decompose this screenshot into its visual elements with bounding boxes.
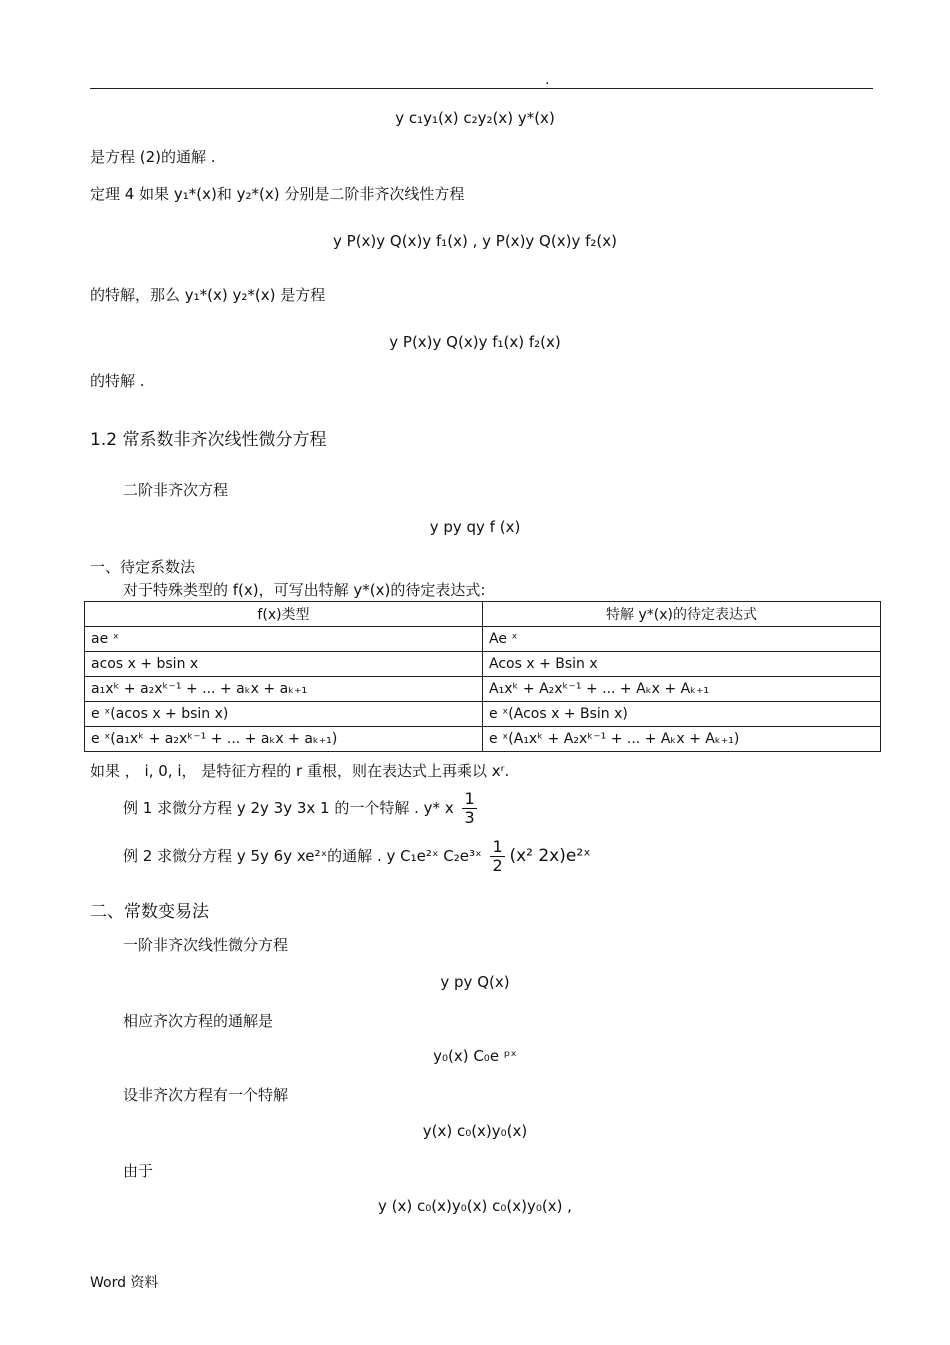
table-cell: Acos x + Bsin x xyxy=(483,652,881,677)
table-row xyxy=(85,702,881,727)
table-header: 特解 y*(x)的待定表达式 xyxy=(483,602,881,627)
table-cell: e ˣ(Acos x + Bsin x) xyxy=(483,702,881,727)
equation-constant-coeff: y py qy f (x) xyxy=(429,518,521,536)
fraction-denominator: 2 xyxy=(492,856,503,875)
equation-since: y (x) c₀(x)y₀(x) c₀(x)y₀(x) , xyxy=(378,1197,572,1215)
example-2-text: 例 2 求微分方程 y 5y 6y xe²ˣ的通解 . y C₁e²ˣ C₂e³ˣ xyxy=(123,847,482,865)
table-row xyxy=(85,652,881,677)
fraction-numerator: 1 xyxy=(464,789,475,808)
equation-first-order: y py Q(x) xyxy=(440,973,510,991)
table-cell: ae ˣ xyxy=(85,627,483,652)
text-general-solution: 是方程 (2)的通解 . xyxy=(90,148,216,166)
example-2-tail: (x² 2x)e²ˣ xyxy=(509,846,591,866)
fraction-denominator: 3 xyxy=(464,808,475,827)
text-special-solution: 的特解，那么 y₁*(x) y₂*(x) 是方程 xyxy=(90,286,326,304)
section-heading-1-2: 1.2 常系数非齐次线性微分方程 xyxy=(90,430,327,450)
table-cell: acos x + bsin x xyxy=(85,652,483,677)
table-row xyxy=(85,627,881,652)
fraction-one-third xyxy=(462,790,476,827)
footer-label: Word 资料 xyxy=(90,1275,159,1291)
table-row xyxy=(85,677,881,702)
table-cell: e ˣ(A₁xᵏ + A₂xᵏ⁻¹ + ... + Aₖx + Aₖ₊₁) xyxy=(483,727,881,752)
theorem-4: 定理 4 如果 y₁*(x)和 y₂*(x) 分别是二阶非齐次线性方程 xyxy=(90,185,465,203)
coefficient-table xyxy=(84,601,881,752)
example-1 xyxy=(123,790,477,827)
equation-pair: y P(x)y Q(x)y f₁(x) , y P(x)y Q(x)y f₂(x) xyxy=(333,232,617,250)
table-cell: a₁xᵏ + a₂xᵏ⁻¹ + ... + aₖx + aₖ₊₁ xyxy=(85,677,483,702)
text-second-order: 二阶非齐次方程 xyxy=(123,481,229,499)
table-cell: A₁xᵏ + A₂xᵏ⁻¹ + ... + Aₖx + Aₖ₊₁ xyxy=(483,677,881,702)
table-row xyxy=(85,727,881,752)
text-multiplicity-note: 如果 ， i, 0, i， 是特征方程的 r 重根，则在表达式上再乘以 xʳ. xyxy=(90,762,510,780)
text-homogeneous: 相应齐次方程的通解是 xyxy=(123,1012,274,1030)
fraction-one-half xyxy=(490,838,504,875)
table-cell: Ae ˣ xyxy=(483,627,881,652)
table-cell: e ˣ(a₁xᵏ + a₂xᵏ⁻¹ + ... + aₖx + aₖ₊₁) xyxy=(85,727,483,752)
method-1-heading: 一、待定系数法 xyxy=(90,558,196,576)
method-1-desc: 对于特殊类型的 f(x)，可写出特解 y*(x)的待定表达式: xyxy=(123,581,486,599)
text-assume: 设非齐次方程有一个特解 xyxy=(123,1086,289,1104)
text-first-order: 一阶非齐次线性微分方程 xyxy=(123,936,289,954)
text-since: 由于 xyxy=(123,1162,154,1180)
header-rule xyxy=(90,88,873,89)
equation-assume: y(x) c₀(x)y₀(x) xyxy=(422,1122,528,1140)
header-dot: . xyxy=(545,72,550,88)
text-special-end: 的特解 . xyxy=(90,372,145,390)
example-2 xyxy=(123,838,591,875)
equation-general: y c₁y₁(x) c₂y₂(x) y*(x) xyxy=(395,109,555,127)
table-cell: e ˣ(acos x + bsin x) xyxy=(85,702,483,727)
fraction-numerator: 1 xyxy=(492,837,503,856)
example-1-text: 例 1 求微分方程 y 2y 3y 3x 1 的一个特解 . y* x xyxy=(123,799,454,817)
equation-homogeneous: y₀(x) C₀e ᵖˣ xyxy=(433,1047,517,1065)
table-header-row xyxy=(85,602,881,627)
equation-sum: y P(x)y Q(x)y f₁(x) f₂(x) xyxy=(389,333,561,351)
table-header: f(x)类型 xyxy=(85,602,483,627)
method-2-heading: 二、常数变易法 xyxy=(90,902,209,922)
